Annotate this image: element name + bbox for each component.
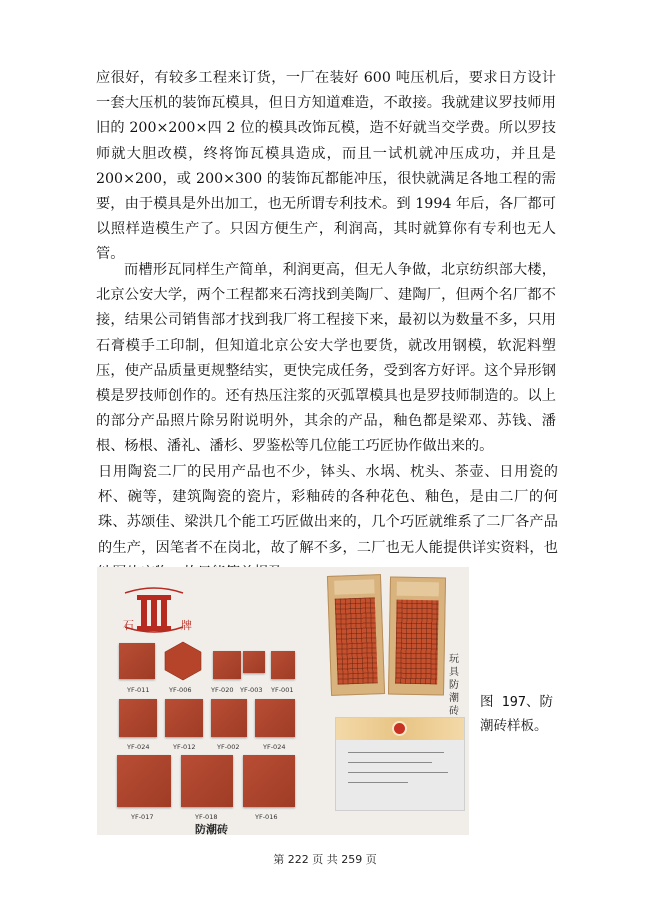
tile-code: YF-002 [217,743,240,751]
tile [243,755,295,807]
figure-caption: 图 197、防潮砖样板。 [480,694,554,734]
tile [117,755,171,807]
photo-bottom-text: 防潮砖 [195,823,228,835]
tile-code: YF-024 [263,743,286,751]
tile [119,643,155,679]
sample-board-left [327,574,385,696]
paragraph-1: 应很好，有较多工程来订货，一厂在装好 600 吨压机后，要求日方设计一套大压机的装饰瓦模具，但日方知道难造，不敢接。我就建议罗技师用旧的 200×200×四 2 位的模具改饰瓦模，造不好就当交学费。所以罗技师就大胆改模，终将饰瓦模具造成，而且一试机就冲压成功，并且是 200×200，或 200×300 的装饰瓦都能冲压，很快就满足各地工程的需要，由于模具是外出加工，也无所谓专利技术。到 1994 年后，各厂都可以照样造模生产了。只因方便生产，利润高，其时就算你有专利也无人管。 [96,70,556,263]
tile [181,755,233,807]
tile [213,651,241,679]
tile-code: YF-016 [255,813,278,821]
paragraph-3: 日用陶瓷二厂的民用产品也不少，钵头、水埚、枕头、茶壶、日用瓷的杯、碗等，建筑陶瓷的瓷片，彩釉砖的各种花色、釉色，是由二厂的何珠、苏颂佳、梁洪几个能工巧匠做出来的，几个巧匠就维系了二厂各产品的生产，因笔者不在岗北，故了解不多，二厂也无人能提供详实资料，也 [98,464,558,556]
sample-board-right [388,577,446,696]
tile [119,699,157,737]
star-emblem-icon [392,721,407,736]
board-vertical-label: 玩具防潮砖 [449,654,459,717]
tile-code: YF-006 [169,686,192,694]
logo-right-char: 牌 [181,619,192,632]
tile [271,651,295,679]
tile [165,699,203,737]
hexagon-tile-icon [163,641,203,681]
tile-code: YF-020 [211,686,234,694]
logo-left-char: 石 [123,619,134,632]
tile [243,651,265,673]
tile [255,699,295,737]
tile-code: YF-024 [127,743,150,751]
tile-code: YF-003 [240,686,263,694]
tile-code: YF-017 [131,813,154,821]
product-photo [97,567,469,835]
page-footer: 第 222 页 共 259 页 [273,853,377,866]
paragraph-2: 而槽形瓦同样生产简单，利润更高，但无人争做，北京纺织部大楼，北京公安大学，两个工程都来石湾找到美陶厂、建陶厂，但两个名厂都不接，结果公司销售部才找到我厂将工程接下来，最初以为数量不多，只用石膏模手工印制，但知道北京公安大学也要货，就改用钢模，软泥料塑压，使产品质量更规整结实，更快完成任务，受到客方好评。这个异形钢模是罗技师创作的。还有热压注浆的灭弧罩模具也是罗技师制造的。以上的部分产品照片除另附说明外，其余的产品，釉色都是梁邓、苏钱、潘根、杨根、潘礼、潘杉、罗鉴松等几位能工巧匠协作做出来的。 [96,262,556,455]
tile-code: YF-001 [271,686,294,694]
certificate-card [335,717,465,811]
tile-code: YF-011 [127,686,150,694]
tile [211,699,247,737]
tile-code: YF-018 [195,813,218,821]
tile-code: YF-012 [173,743,196,751]
